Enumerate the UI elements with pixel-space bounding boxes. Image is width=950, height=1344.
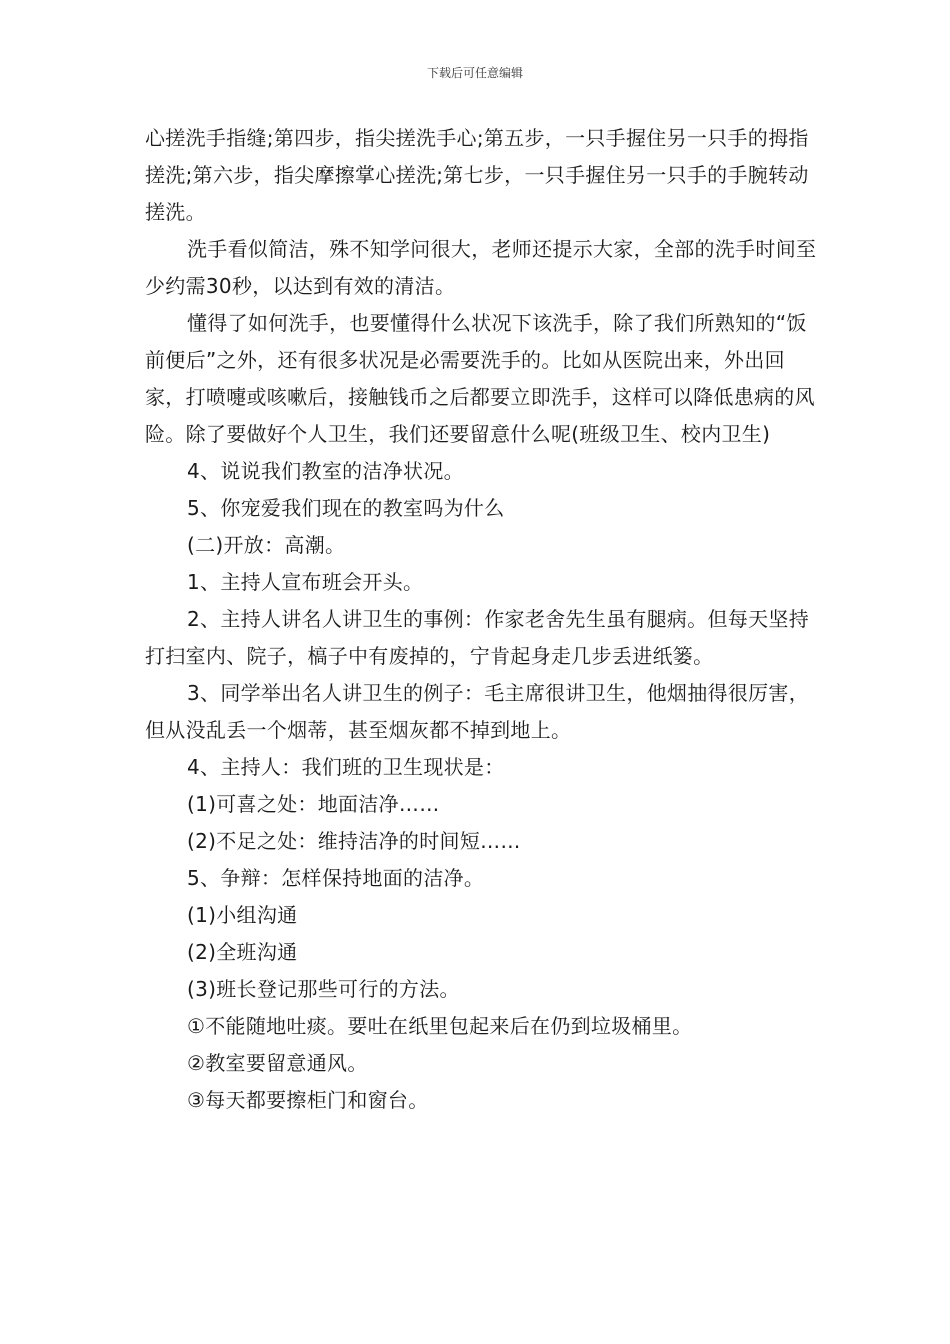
method-item: ②教室要留意通风。 xyxy=(187,1051,368,1075)
paragraph: 洗手看似简洁，殊不知学问很大，老师还提示大家，全部的洗手时间至少约需30秒，以达到有效的清洁。 xyxy=(145,237,817,298)
sub-list-item: (1)小组沟通 xyxy=(187,903,298,927)
list-item: 5、争辩：怎样保持地面的洁净。 xyxy=(187,866,485,890)
method-item: ①不能随地吐痰。要吐在纸里包起来后在仍到垃圾桶里。 xyxy=(187,1014,693,1038)
page-header: 下载后可任意编辑 xyxy=(426,66,523,80)
sub-list-item: (2)全班沟通 xyxy=(187,940,298,964)
list-item: 2、主持人讲名人讲卫生的事例：作家老舍先生虽有腿病。但每天坚持打扫室内、院子，槁子中有废掉的，宁肯起身走几步丢进纸篓。 xyxy=(145,607,810,668)
paragraph: 心搓洗手指缝;第四步，指尖搓洗手心;第五步，一只手握住另一只手的拇指搓洗;第六步，指尖摩擦掌心搓洗;第七步，一只手握住另一只手的手腕转动搓洗。 xyxy=(145,126,809,224)
list-item: 4、主持人：我们班的卫生现状是： xyxy=(187,755,505,779)
paragraph: 懂得了如何洗手，也要懂得什么状况下该洗手，除了我们所熟知的“饭前便后”之外，还有很多状况是必需要洗手的。比如从医院出来，外出回家，打喷嚏或咳嗽后，接触钱币之后都要立即洗手，这样可以降低患病的风险。除了要做好个人卫生，我们还要留意什么呢(班级卫生、校内卫生) xyxy=(145,311,815,446)
sub-list-item: (1)可喜之处：地面洁净…… xyxy=(187,792,440,816)
document-body xyxy=(145,120,825,1119)
sub-list-item: (3)班长登记那些可行的方法。 xyxy=(187,977,460,1001)
list-item: 1、主持人宣布班会开头。 xyxy=(187,570,424,594)
section-heading: (二)开放：高潮。 xyxy=(187,533,346,557)
method-item: ③每天都要擦柜门和窗台。 xyxy=(187,1088,429,1112)
list-item: 5、你宠爱我们现在的教室吗为什么 xyxy=(187,496,505,520)
list-item: 4、说说我们教室的洁净状况。 xyxy=(187,459,464,483)
list-item: 3、同学举出名人讲卫生的例子：毛主席很讲卫生，他烟抽得很厉害，但从没乱丢一个烟蒂，甚至烟灰都不掉到地上。 xyxy=(145,681,810,742)
sub-list-item: (2)不足之处：维持洁净的时间短…… xyxy=(187,829,521,853)
